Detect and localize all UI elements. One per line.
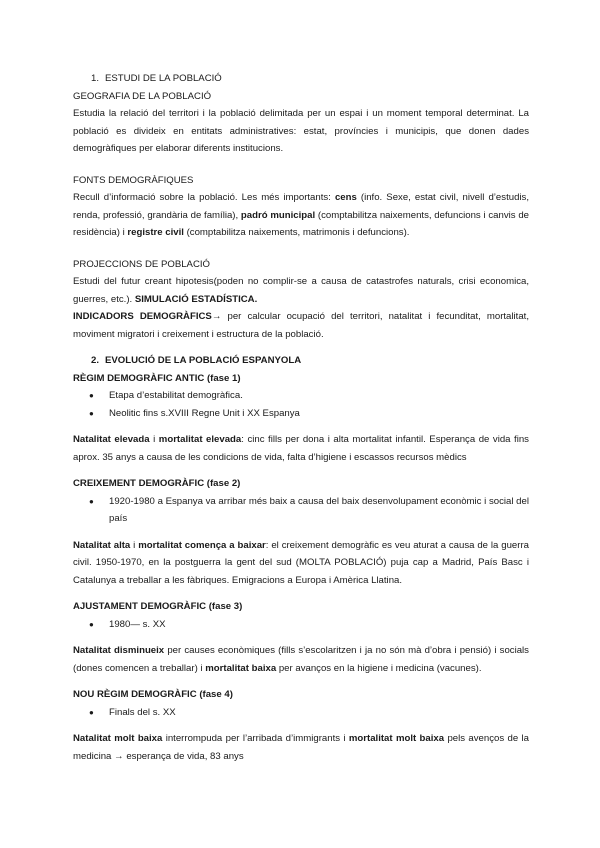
- list-item: ● 1980— s. XX: [89, 616, 529, 634]
- list-item: ● Neolitic fins s.XVIII Regne Unit i XX Espanya: [89, 405, 529, 423]
- list-item: ● Etapa d’estabilitat demogràfica.: [89, 387, 529, 405]
- phase-4-paragraph: Natalitat molt baixa interrompuda per l’arribada d’immigrants i mortalitat molt baixa pels avenços de la medicina → esperança de vida, 83 anys: [73, 733, 529, 762]
- projections-heading: PROJECCIONS DE POBLACIÓ: [73, 258, 211, 270]
- section-1-heading: [73, 70, 529, 88]
- phase-4-list: [73, 704, 529, 722]
- section-2-heading: [73, 352, 529, 370]
- phase-4-heading: NOU RÈGIM DEMOGRÀFIC (fase 4): [73, 689, 233, 700]
- document-page: [73, 70, 529, 765]
- geo-paragraph: Estudia la relació del territori i la població delimitada per un espai i un moment temporal determinat. La població es divideix en entitats administratives: estat, províncies i municipis, que donen dades demogràfiques per elaborar diferents institucions.: [73, 108, 529, 154]
- section-title: EVOLUCIÓ DE LA POBLACIÓ ESPANYOLA: [105, 355, 302, 366]
- fonts-heading: FONTS DEMOGRÀFIQUES: [73, 174, 194, 186]
- list-item: ● Finals del s. XX: [89, 704, 529, 722]
- geo-heading: GEOGRAFIA DE LA POBLACIÓ: [73, 90, 212, 102]
- phase-3-list: [73, 616, 529, 634]
- section-number: 1.: [91, 73, 100, 84]
- phase-3-paragraph: Natalitat disminueix per causes econòmiques (fills s’escolaritzen i ja no són mà d’obra i pensió) i socials (dones comencen a treballar) i mortalitat baixa per avanços en la higiene i medicina (vacunes).: [73, 645, 529, 674]
- section-number: 2.: [91, 355, 100, 366]
- list-item: ● 1920-1980 a Espanya va arribar més baix a causa del baix desenvolupament econòmic i social del país: [89, 493, 529, 528]
- section-title: ESTUDI DE LA POBLACIÓ: [105, 73, 222, 84]
- projections-paragraph: Estudi del futur creant hipotesis(poden no complir-se a causa de catastrofes naturals, crisi economica, guerres, etc.). SIMULACIÓ ESTADÍSTICA.: [73, 276, 529, 305]
- phase-1-list: [73, 387, 529, 422]
- fonts-paragraph: Recull d’informació sobre la població. Les més importants: cens (info. Sexe, estat civil, nivell d’estudis, renda, professió, grandària de família), padró municipal (comptabilitza naixements, defuncions i canvis de residència) i registre civil (comptabilitza naixements, matrimonis i defuncions).: [73, 192, 529, 238]
- phase-2-heading: CREIXEMENT DEMOGRÀFIC (fase 2): [73, 478, 241, 489]
- phase-2-paragraph: Natalitat alta i mortalitat comença a baixar: el creixement demogràfic es veu aturat a causa de la guerra civil. 1950-1970, en la postguerra la gent del sud (MOLTA POBLACIÓ) puja cap a Madrid, País Basc i Catalunya a treballar a les fàbriques. Emigracions a Europa i Amèrica Llatina.: [73, 539, 529, 586]
- phase-1-heading: RÈGIM DEMOGRÀFIC ANTIC (fase 1): [73, 372, 241, 384]
- indicators-paragraph: INDICADORS DEMOGRÀFICS→ per calcular ocupació del territori, natalitat i fecunditat, mortalitat, moviment migratori i creixement i estructura de la població.: [73, 311, 529, 340]
- phase-3-heading: AJUSTAMENT DEMOGRÀFIC (fase 3): [73, 601, 243, 612]
- phase-2-list: [73, 493, 529, 528]
- phase-1-paragraph: Natalitat elevada i mortalitat elevada: cinc fills per dona i alta mortalitat infantil. Esperança de vida fins aprox. 35 anys a causa de les condicions de vida, falta d’higiene i escassos recursos mèdics: [73, 434, 529, 463]
